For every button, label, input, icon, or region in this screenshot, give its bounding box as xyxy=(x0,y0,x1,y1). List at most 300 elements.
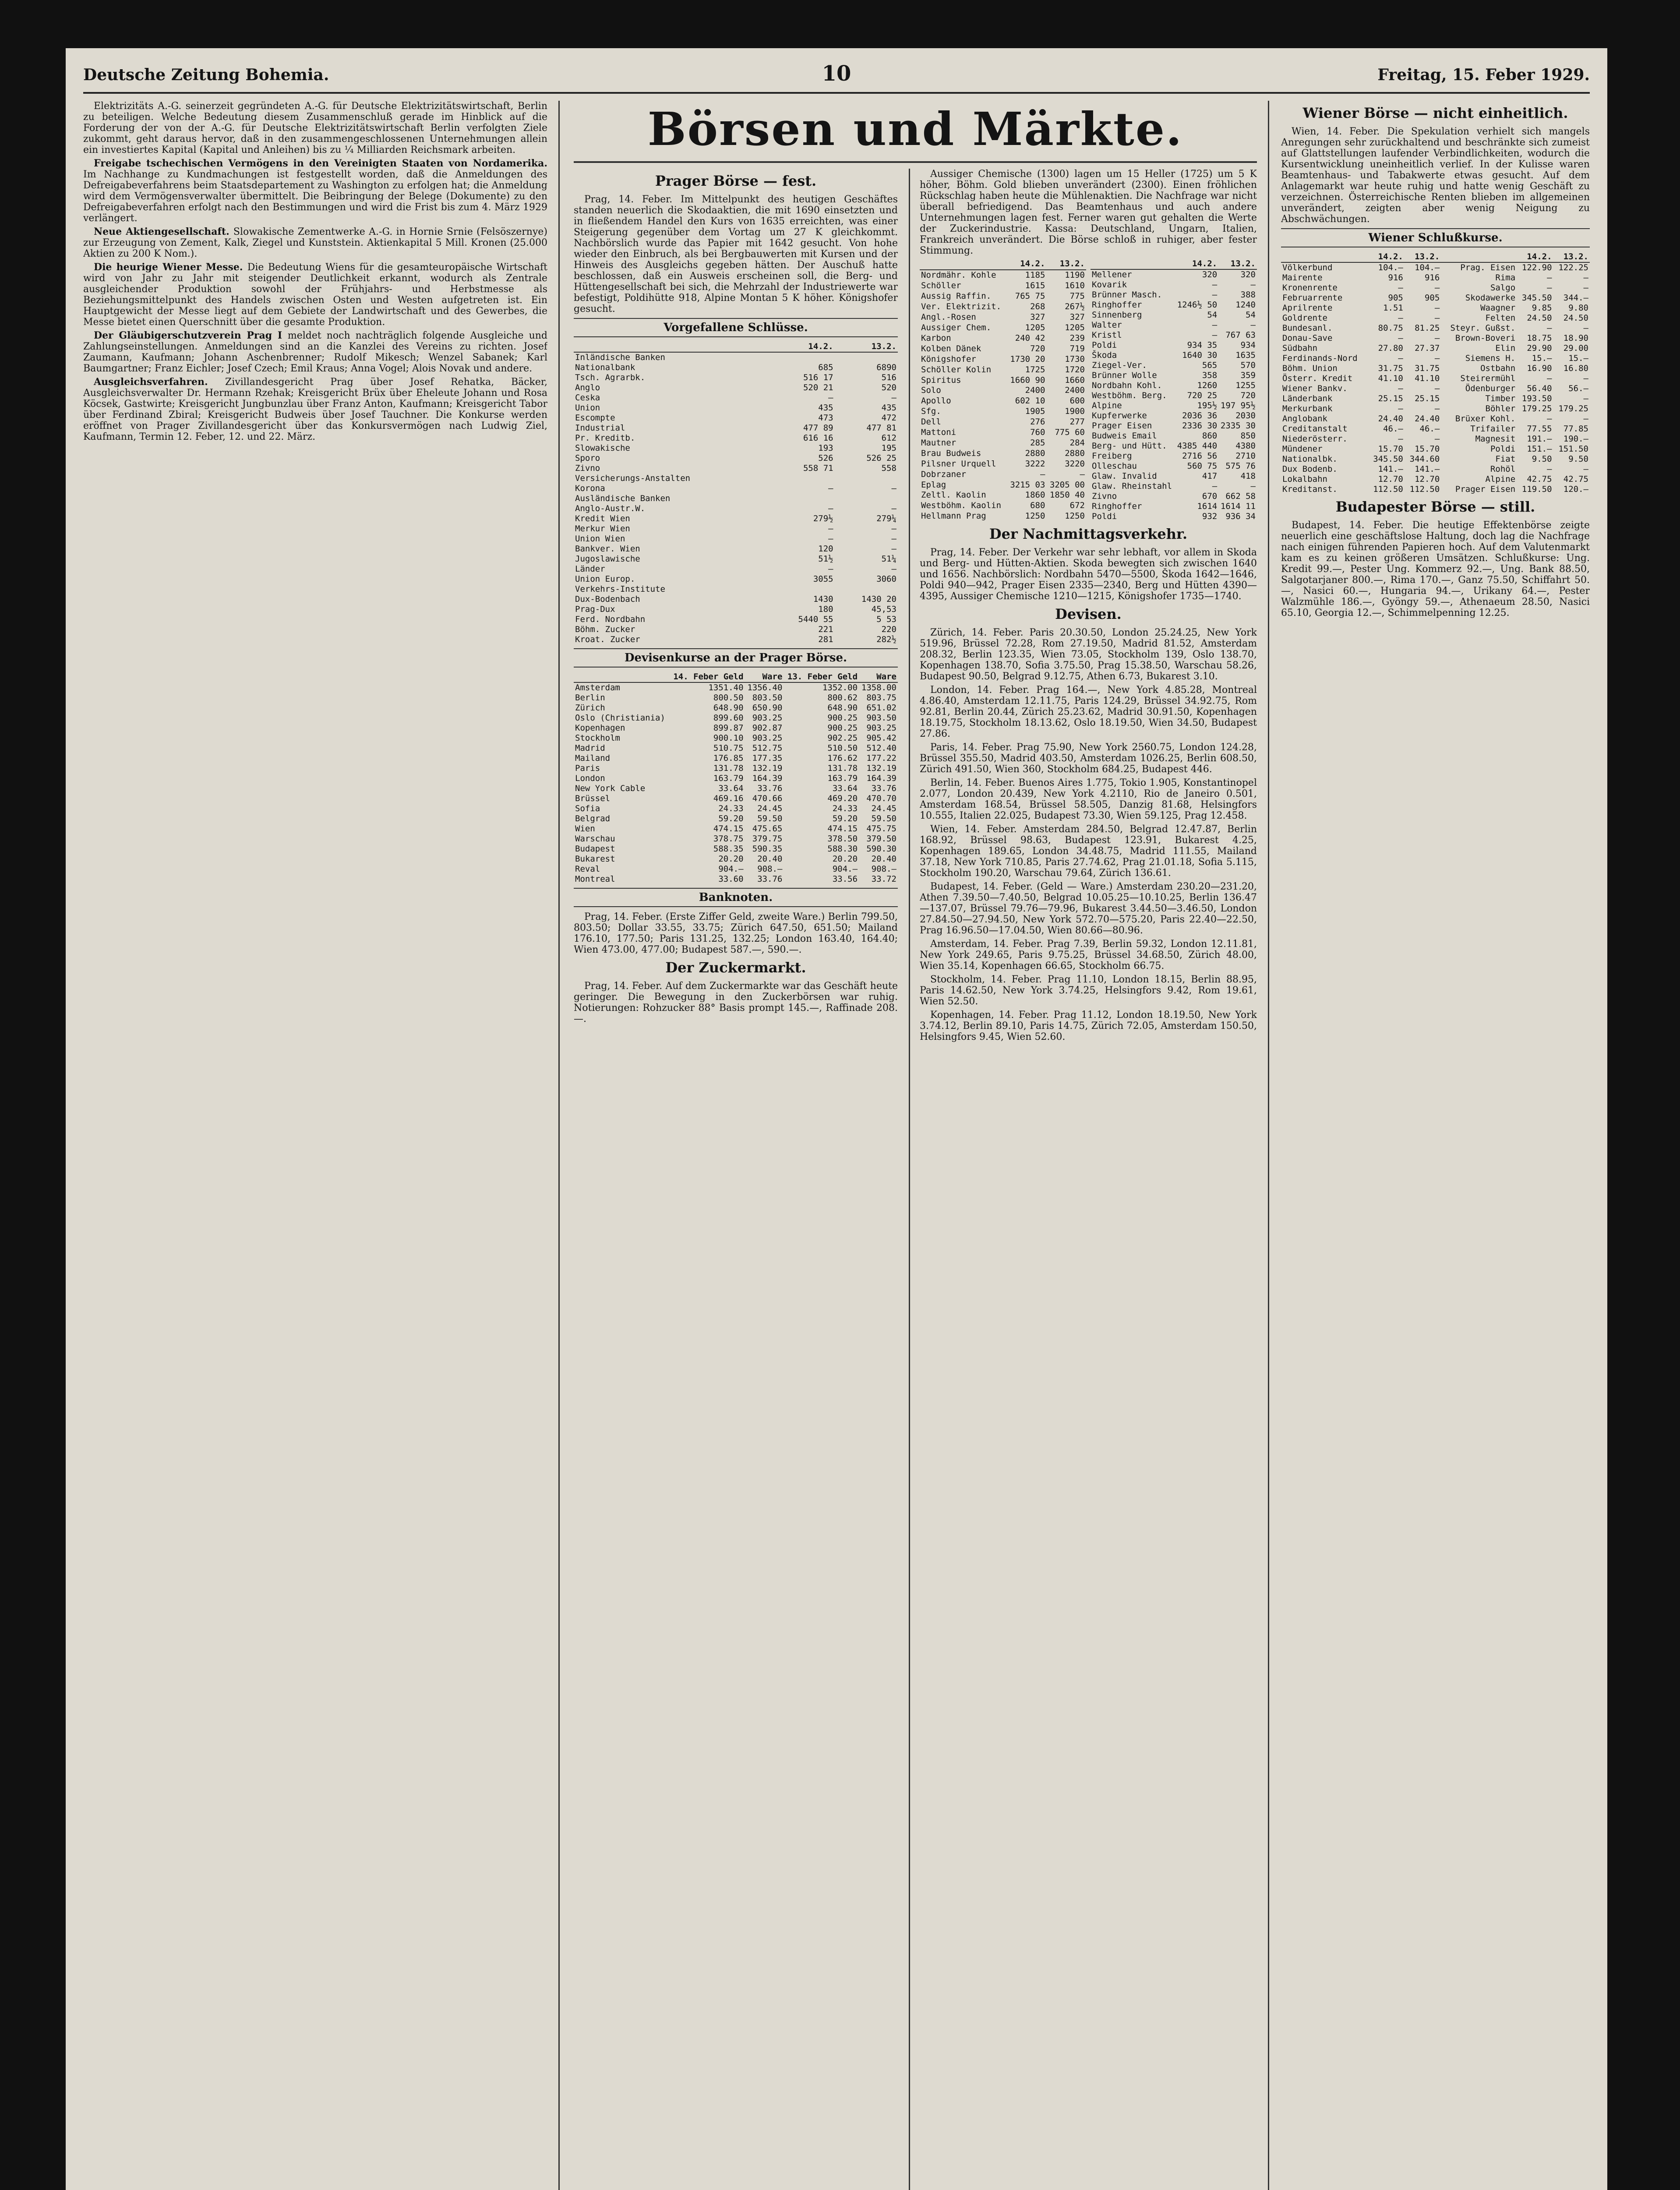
row-value: 4380 xyxy=(1235,441,1256,451)
table-row xyxy=(1091,502,1257,512)
issue-date: Freitag, 15. Feber 1929. xyxy=(1377,66,1590,84)
row-label: Merkur Wien xyxy=(575,524,630,533)
row-value: 176.62 xyxy=(827,753,858,763)
row-value: 516 17 xyxy=(803,373,833,382)
table-row xyxy=(574,874,898,884)
row-value: 1730 xyxy=(1065,354,1085,364)
table-row xyxy=(574,693,898,703)
table-row xyxy=(574,433,898,443)
row-label: Brünner Masch. xyxy=(1092,290,1162,300)
row-label: Jugoslawische xyxy=(575,554,640,564)
row-value: 24.50 xyxy=(1563,313,1588,323)
row-label: Niederösterr. xyxy=(1282,434,1348,444)
row-value: — xyxy=(1040,469,1045,479)
news-item-title: Neue Aktiengesellschaft. xyxy=(94,226,233,237)
row-value: 903.25 xyxy=(752,733,783,743)
row-value: 3215 03 xyxy=(1010,480,1045,490)
row-value: 104.— xyxy=(1415,263,1440,272)
row-value: 1614 xyxy=(1197,502,1218,511)
table-row xyxy=(574,373,898,383)
row-value: 284 xyxy=(1069,438,1085,448)
afternoon-trading-title: Der Nachmittagsverkehr. xyxy=(989,526,1188,542)
row-value: 908.— xyxy=(871,864,896,874)
row-label: Bukarest xyxy=(575,854,615,864)
row-label: Kredit Wien xyxy=(575,514,630,523)
row-value: 680 xyxy=(1030,501,1045,511)
row-label: Ver. Elektrizit. xyxy=(921,302,1002,312)
row-value: 662 58 xyxy=(1225,491,1256,501)
row-value: 474.15 xyxy=(827,824,858,834)
prague-exchange-text: Prag, 14. Feber. Im Mittelpunkt des heutigen Geschäftes standen neuerlich die Skodaaktien, die mit 1690 einsetzten und in fließendem Handel den Kurs von 1635 erreichten, was einer Steigerung gegenüber dem Vortag um 27 K gleichkommt. Nachbörslich wurde das Papier mit 1642 gesucht. Von hohe wieder den Einbruch, als bei Bergbauwerten mit Kursen und der Hinweis des Ausgleichs gegeben hätten. Der Auschuß hatte beschlossen, daß ein Ausweis erscheinen soll, die Berg- und Hüttengesellschaft bei sich, die Mehrzahl der Industriewerte war befestigt, Poldihütte 918, Alpine Montan 5 K höher. Königshofer gesucht. xyxy=(574,194,898,314)
row-value: — xyxy=(1080,469,1085,479)
row-value: 379.50 xyxy=(866,834,896,844)
row-value: 470.66 xyxy=(752,794,783,803)
row-label: Februarrente xyxy=(1282,293,1343,303)
row-value: Poldi xyxy=(1490,444,1516,454)
row-label: Königshofer xyxy=(921,354,976,364)
table-row xyxy=(1091,269,1257,280)
column-1 xyxy=(83,101,547,2190)
row-value: 475.75 xyxy=(866,824,896,834)
banknotes-title: Banknoten. xyxy=(574,888,898,907)
table-row xyxy=(574,824,898,834)
row-value: Steirermühl xyxy=(1460,374,1516,383)
row-value: 20.20 xyxy=(832,854,858,864)
table-row xyxy=(574,544,898,554)
paper-name: Deutsche Zeitung Bohemia. xyxy=(83,66,329,84)
row-value: 1250 xyxy=(1065,511,1085,521)
table-header: 13.2. xyxy=(1405,252,1441,262)
row-value: 1615 xyxy=(1025,281,1045,291)
row-label: Völkerbund xyxy=(1282,263,1333,272)
table-row xyxy=(1091,481,1257,491)
row-value: Brown-Boveri xyxy=(1455,333,1516,343)
closing-prices-table-2 xyxy=(920,259,1086,522)
table-header xyxy=(574,672,670,682)
row-value xyxy=(835,352,898,363)
table-row xyxy=(1091,431,1257,441)
news-item-text: Zivillandesgericht Prag über Josef Rehatka, Bäcker, Ausgleichsverwalter Dr. Hermann Rzehak; Kreisgericht Brüx über Eheleute Johann und Rosa Köcsek, Gastwirte; Kreisgericht Jungbunzlau über Franz Anton, Kaufmann; Kreisgericht Tabor über Ferdinand Zbiral; Kreisgericht Budweis über Josef Tauchner. Die Konkurse werden eröffnet von Prager Zivillandesgericht über das Konkursvermögen nach Ludwig Ziel, Kaufmann, Termin 12. Feber, 12. und 22. März. xyxy=(83,377,547,442)
masthead-rule xyxy=(574,161,1257,163)
row-value: — xyxy=(891,544,896,554)
table-row xyxy=(920,459,1086,469)
row-value: 29.90 xyxy=(1527,343,1552,353)
row-value: — xyxy=(1398,313,1403,323)
row-label: Sfg. xyxy=(921,406,941,417)
row-label: Union xyxy=(575,403,600,413)
row-value: 31.75 xyxy=(1378,364,1403,373)
row-label: Ringhoffer xyxy=(1092,300,1142,310)
row-value: 1720 xyxy=(1065,364,1085,374)
row-label: Nationalbk. xyxy=(1282,454,1338,464)
row-value: 179.25 xyxy=(1558,404,1588,413)
table-row xyxy=(574,794,898,804)
row-label: Bankver. Wien xyxy=(575,544,640,554)
row-value: 3220 xyxy=(1065,459,1085,469)
table-row xyxy=(920,354,1086,364)
column-3 xyxy=(920,169,1257,2190)
row-value: — xyxy=(1583,283,1588,293)
row-value: 3060 xyxy=(876,574,896,584)
table-row xyxy=(1281,434,1590,444)
row-label: Kolben Dänek xyxy=(921,343,981,353)
row-value: 1430 xyxy=(813,594,833,604)
table-row xyxy=(574,564,898,574)
row-label: Kupferwerke xyxy=(1092,411,1147,420)
row-value: 120.— xyxy=(1563,484,1588,494)
row-label: Merkurbank xyxy=(1282,404,1333,413)
row-value: 672 xyxy=(1069,501,1085,511)
exchange-city-report: Wien, 14. Feber. Amsterdam 284.50, Belgrad 12.47.87, Berlin 168.92, Brüssel 98.63, Budapest 123.91, Bukarest 4.25, Kopenhagen 189.65, London 34.48.75, Madrid 111.55, Mailand 37.18, New York 710.85, Paris 27.74.62, Prag 21.01.18, Sofia 5.115, Stockholm 190.20, Warschau 79.64, Zürich 136.61. xyxy=(920,824,1257,879)
table-row xyxy=(920,511,1086,522)
section-masthead: Börsen und Märkte. xyxy=(647,102,1183,156)
row-value: 1240 xyxy=(1235,300,1256,310)
row-value: 2880 xyxy=(1065,448,1085,458)
table-row xyxy=(574,352,898,363)
row-label: Berlin xyxy=(575,693,605,703)
table-row xyxy=(1281,454,1590,464)
row-value: 900.25 xyxy=(827,713,858,723)
table-row xyxy=(574,635,898,645)
newspaper-page xyxy=(66,48,1607,2190)
table-header: 14. Feber Geld xyxy=(670,672,745,682)
table-row xyxy=(920,427,1086,438)
table-row xyxy=(574,463,898,473)
row-value: 20.20 xyxy=(718,854,744,864)
table-row xyxy=(920,312,1086,323)
row-value: 1205 xyxy=(1065,322,1085,332)
row-value: 473 xyxy=(818,413,833,423)
row-value: 900.25 xyxy=(827,723,858,733)
row-label: Aussiger Chem. xyxy=(921,322,992,332)
row-value: Ostbahn xyxy=(1480,364,1516,373)
row-value: Prag. Eisen xyxy=(1460,263,1516,272)
row-value: 9.80 xyxy=(1568,303,1588,313)
page-number: 10 xyxy=(822,61,851,86)
row-label: Kroat. Zucker xyxy=(575,635,640,644)
row-value: 1356.40 xyxy=(747,683,783,692)
row-value: Böhler xyxy=(1485,404,1516,413)
row-value: — xyxy=(1212,481,1218,491)
row-value: — xyxy=(1434,434,1440,444)
row-value: — xyxy=(891,484,896,493)
budapest-exchange-text: Budapest, 14. Feber. Die heutige Effektenbörse zeigte neuerlich eine geschäftslose Haltung, doch lag die Nachfrage nach einigen führenden Papieren hoch. Auf dem Valutenmarkt kam es zu keinen größeren Umsätzen. Schlußkurse: Ung. Kredit 99.—, Pester Ung. Kommerz 92.—, Ung. Bank 88.50, Salgotarjaner 800.—, Rima 170.—, Ganz 75.50, Schiffahrt 50.—, Nasici 60.—, Hungaria 94.—, Urikany 64.—, Pester Walzmühle 186.—, Gyöngy 59.—, Athenaeum 28.50, Nasici 65.10, Georgia 12.—, Schimmelpenning 12.25. xyxy=(1281,520,1590,618)
table-row xyxy=(574,383,898,393)
row-label: Pr. Kreditb. xyxy=(575,433,635,443)
row-value: 56.40 xyxy=(1527,384,1552,393)
row-label: Escompte xyxy=(575,413,615,423)
row-value: 903.25 xyxy=(866,723,896,733)
row-value: 378.75 xyxy=(713,834,744,844)
row-value: 16.80 xyxy=(1563,364,1588,373)
closing-tables-pair xyxy=(920,259,1257,522)
row-label: Ausländische Banken xyxy=(575,494,671,503)
row-label: Spiritus xyxy=(921,375,961,385)
closing-table-title: Vorgefallene Schlüsse. xyxy=(574,318,898,337)
row-value: 558 71 xyxy=(803,463,833,473)
row-value: 51¼ xyxy=(881,554,896,564)
row-label: Karbon xyxy=(921,333,951,343)
row-label: Mairente xyxy=(1282,273,1323,283)
row-value: 122.90 xyxy=(1521,263,1552,272)
table-row xyxy=(1091,491,1257,502)
row-value: 33.72 xyxy=(871,874,896,884)
row-label: Böhm. Union xyxy=(1282,364,1338,373)
row-value: 902.87 xyxy=(752,723,783,733)
row-value: 320 xyxy=(1240,270,1256,279)
row-value: 276 xyxy=(1030,417,1045,427)
row-label: Brau Budweis xyxy=(921,448,981,458)
table-row xyxy=(574,443,898,453)
row-value: 131.78 xyxy=(827,763,858,773)
table-row xyxy=(1281,424,1590,434)
row-value: — xyxy=(1434,353,1440,363)
row-value: 344.60 xyxy=(1409,454,1440,464)
row-value: — xyxy=(1398,353,1403,363)
table-row xyxy=(920,333,1086,343)
table-row xyxy=(574,594,898,604)
row-value: — xyxy=(1547,414,1552,424)
row-value: 46.— xyxy=(1383,424,1403,434)
row-value: 435 xyxy=(818,403,833,413)
row-value: Alpine xyxy=(1485,474,1516,484)
row-value: 520 21 xyxy=(803,383,833,392)
row-label: Poldi xyxy=(1092,340,1117,350)
row-value: 5 53 xyxy=(876,615,896,624)
row-value: 54 xyxy=(1207,310,1218,320)
row-value: — xyxy=(1547,374,1552,383)
row-label: Creditanstalt xyxy=(1282,424,1348,434)
row-label: Freiberg xyxy=(1092,451,1132,461)
sugar-market-text: Prag, 14. Feber. Auf dem Zuckermarkte war das Geschäft heute geringer. Die Bewegung in den Zuckerbörsen war ruhig. Notierungen: Rohzucker 88° Basis prompt 145.—, Raffinade 208.—. xyxy=(574,981,898,1024)
row-value: — xyxy=(891,524,896,533)
row-value: 33.64 xyxy=(832,784,858,793)
row-value: 27.37 xyxy=(1415,343,1440,353)
row-value: 358 xyxy=(1202,371,1218,380)
table-row xyxy=(1091,330,1257,340)
table-header: 14.2. xyxy=(1007,259,1047,270)
table-row xyxy=(1281,464,1590,474)
row-value: 132.19 xyxy=(866,763,896,773)
row-value: 279½ xyxy=(813,514,833,523)
row-value: — xyxy=(891,564,896,574)
row-label: Škoda xyxy=(1092,350,1117,360)
table-row xyxy=(920,490,1086,501)
row-value: — xyxy=(828,534,833,544)
row-label: Zürich xyxy=(575,703,605,713)
row-value: 570 xyxy=(1240,360,1256,370)
row-label: Wiener Bankv. xyxy=(1282,384,1348,393)
row-value: 775 xyxy=(1069,291,1085,301)
row-value: Brüxer Kohl. xyxy=(1455,414,1516,424)
row-value: 112.50 xyxy=(1373,484,1403,494)
table-row xyxy=(574,534,898,544)
table-row xyxy=(1091,512,1257,522)
row-value: 2716 56 xyxy=(1182,451,1218,461)
row-value: — xyxy=(1434,333,1440,343)
table-row xyxy=(574,423,898,433)
table-header: 14.2. xyxy=(1517,252,1553,262)
table-row xyxy=(574,713,898,723)
table-row xyxy=(1281,384,1590,394)
table-header xyxy=(1281,252,1368,262)
row-value: 24.40 xyxy=(1378,414,1403,424)
row-label: Hellmann Prag xyxy=(921,511,986,521)
row-value: — xyxy=(1398,333,1403,343)
table-row xyxy=(574,733,898,743)
table-row xyxy=(920,417,1086,427)
row-value: 141.— xyxy=(1378,464,1403,474)
row-value: 936 34 xyxy=(1225,512,1256,521)
row-value: — xyxy=(1583,273,1588,283)
row-value: 9.85 xyxy=(1532,303,1552,313)
row-label: Westböhm. Berg. xyxy=(1092,391,1167,400)
row-label: Kreditanst. xyxy=(1282,484,1338,494)
vienna-closing-title: Wiener Schlußkurse. xyxy=(1281,228,1590,247)
table-header: 13.2. xyxy=(1046,259,1086,270)
row-value: 474.15 xyxy=(713,824,744,834)
row-value: 477 81 xyxy=(866,423,896,433)
row-value: 765 75 xyxy=(1015,291,1045,301)
row-value: 59.50 xyxy=(871,814,896,823)
row-value: Skodawerke xyxy=(1465,293,1516,303)
table-row xyxy=(574,743,898,753)
row-value: 3055 xyxy=(813,574,833,584)
row-value: 602 10 xyxy=(1015,396,1045,406)
row-label: Mautner xyxy=(921,438,956,448)
row-value: — xyxy=(1212,290,1218,300)
row-value: 45,53 xyxy=(871,604,896,614)
row-value: 516 xyxy=(881,373,896,382)
row-label: Länder xyxy=(575,564,605,574)
row-value: 24.50 xyxy=(1527,313,1552,323)
table-row xyxy=(1091,350,1257,360)
table-row xyxy=(574,484,898,494)
row-value: Waagner xyxy=(1480,303,1516,313)
row-value: 510.75 xyxy=(713,743,744,753)
row-label: Solo xyxy=(921,385,941,396)
row-label: Montreal xyxy=(575,874,615,884)
table-row xyxy=(1281,364,1590,374)
row-value: 612 xyxy=(881,433,896,443)
row-value: 15.70 xyxy=(1415,444,1440,454)
row-value: 760 xyxy=(1030,427,1045,438)
table-row xyxy=(1281,303,1590,313)
row-value: Prager Eisen xyxy=(1455,484,1516,494)
row-label: Ceska xyxy=(575,393,600,403)
row-label: Glaw. Rheinstahl xyxy=(1092,481,1172,491)
row-value: 803.50 xyxy=(752,693,783,703)
exchange-rates-title: Devisenkurse an der Prager Börse. xyxy=(574,648,898,668)
row-value: — xyxy=(891,504,896,513)
row-value: — xyxy=(1212,320,1218,330)
row-label: Inländische Banken xyxy=(575,353,665,362)
row-value: 2335 30 xyxy=(1220,421,1256,431)
table-row xyxy=(920,480,1086,490)
table-row xyxy=(1281,283,1590,293)
row-value xyxy=(835,473,898,484)
row-label: Wien xyxy=(575,824,595,834)
row-value: 1260 xyxy=(1197,381,1218,390)
row-value: — xyxy=(1434,303,1440,313)
row-label: Kristl xyxy=(1092,330,1122,340)
news-item xyxy=(83,377,547,442)
table-row xyxy=(920,343,1086,354)
exchange-city-report: Kopenhagen, 14. Feber. Prag 11.12, London 18.19.50, New York 3.74.12, Berlin 89.10, Paris 14.75, Zürich 72.05, Amsterdam 150.50, Helsingfors 9.45, Wien 52.60. xyxy=(920,1010,1257,1042)
row-value: Rohöl xyxy=(1490,464,1516,474)
table-row xyxy=(574,504,898,514)
row-value: — xyxy=(891,534,896,544)
row-value: 119.50 xyxy=(1521,484,1552,494)
budapest-exchange-title: Budapester Börse — still. xyxy=(1335,498,1535,515)
exchange-city-report: Stockholm, 14. Feber. Prag 11.10, London 18.15, Berlin 88.95, Paris 14.62.50, New York 3.74.25, Helsingfors 9.42, Rom 19.61, Wien 52.50. xyxy=(920,974,1257,1007)
row-value: 191.— xyxy=(1527,434,1552,444)
table-row xyxy=(574,753,898,763)
row-value: 520 xyxy=(881,383,896,392)
row-value: — xyxy=(1250,320,1256,330)
table-row xyxy=(574,814,898,824)
row-label: Kovarik xyxy=(1092,280,1127,290)
table-row xyxy=(1091,290,1257,300)
row-value: 916 xyxy=(1424,273,1440,283)
news-item-text: Im Nachhange zu Kundmachungen ist festgestellt worden, daß die Anmeldungen des Defreigabeverfahrens beim Staatsdepartement zu Washington zu erfolgen hat; die Anmeldung wird dem Vermögensverwalter übermittelt. Die Beibringung der Belege (Dokumente) zu den Defreigabeverfahren erfolgt nach den Bestimmungen und wird die Frist bis zum 4. März 1929 verlängert. xyxy=(83,169,547,224)
row-value: 588.35 xyxy=(713,844,744,854)
row-value: 899.60 xyxy=(713,713,744,723)
table-row xyxy=(574,514,898,524)
row-value: 220 xyxy=(881,625,896,634)
row-value: 33.56 xyxy=(832,874,858,884)
row-value: 1610 xyxy=(1065,281,1085,291)
row-value: 648.90 xyxy=(713,703,744,713)
table-row xyxy=(920,448,1086,459)
row-value: 510.50 xyxy=(827,743,858,753)
table-row xyxy=(1281,262,1590,273)
news-item-text: Slowakische Zementwerke A.-G. in Hornie Srnie (Felsöszernye) zur Erzeugung von Zement, Kalk, Ziegel und Kunststein. Aktienkapital 5 Mill. Kronen (25.000 Aktien zu 200 K Nom.). xyxy=(83,226,547,259)
table-row xyxy=(920,438,1086,449)
row-value: — xyxy=(1547,273,1552,283)
row-value: 1635 xyxy=(1235,350,1256,360)
row-value: 472 xyxy=(881,413,896,423)
row-label: Österr. Kredit xyxy=(1282,374,1353,383)
row-value: 2710 xyxy=(1235,451,1256,461)
row-value: — xyxy=(828,504,833,513)
row-label: Kronenrente xyxy=(1282,283,1338,293)
table-row xyxy=(920,364,1086,375)
row-label: Donau-Save xyxy=(1282,333,1333,343)
row-value: 588.30 xyxy=(827,844,858,854)
row-label: Budweis Email xyxy=(1092,431,1157,441)
row-value: 3222 xyxy=(1025,459,1045,469)
table-header xyxy=(920,259,1007,270)
row-value: 720 xyxy=(1030,343,1045,353)
row-label: Ferdinands-Nord xyxy=(1282,353,1358,363)
table-header xyxy=(574,342,771,352)
row-value: 24.45 xyxy=(757,804,783,813)
row-value: — xyxy=(1547,283,1552,293)
row-label: Brünner Wolle xyxy=(1092,371,1157,380)
row-label: Dell xyxy=(921,417,941,427)
row-value: 33.76 xyxy=(757,784,783,793)
row-value: 195½ xyxy=(1197,401,1218,410)
row-value: 1246½ 50 xyxy=(1177,300,1218,310)
row-value: 18.75 xyxy=(1527,333,1552,343)
row-label: Böhm. Zucker xyxy=(575,625,635,634)
row-label: Angl.-Rosen xyxy=(921,312,976,322)
row-label: Sinnenberg xyxy=(1092,310,1142,320)
row-value: 903.25 xyxy=(752,713,783,723)
closing-prices-table xyxy=(574,342,898,645)
row-value: 42.75 xyxy=(1527,474,1552,484)
